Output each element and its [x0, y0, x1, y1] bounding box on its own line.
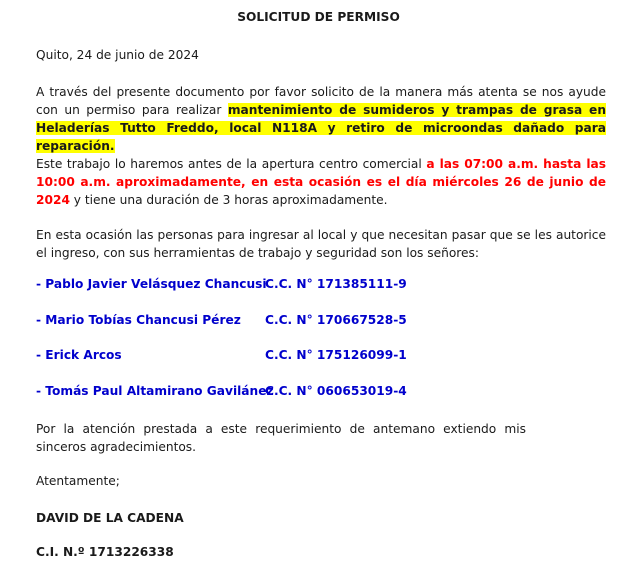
schedule-intro: Este trabajo lo haremos antes de la apertura centro comercial [36, 157, 427, 171]
request-highlight: mantenimiento de sumideros y trampas de grasa en Heladerías Tutto Freddo, local N118A y retiro de microondas dañado para reparación. [36, 103, 607, 153]
person-id: C.C. N° 171385111-9 [265, 277, 407, 291]
person-name: - Mario Tobías Chancusi Pérez [36, 313, 241, 327]
schedule-paragraph [36, 155, 606, 209]
closing-paragraph: Por la atención prestada a este requerimiento de antemano extiendo mis sinceros agradecimientos. [36, 422, 526, 454]
request-intro: A través del presente documento por favor solicito de la manera más atenta se nos ayude con un permiso para realizar [36, 85, 606, 117]
request-paragraph [36, 83, 606, 155]
schedule-time: a las 07:00 a.m. hasta las 10:00 a.m. aproximadamente, en esta ocasión es el día miércoles 26 de junio de 2024 [36, 157, 606, 207]
person-id: C.C. N° 170667528-5 [265, 313, 407, 327]
document-title: SOLICITUD DE PERMISO [237, 10, 400, 24]
person-id: C.C. N° 175126099-1 [265, 348, 407, 362]
person-id: C.C. N° 060653019-4 [265, 384, 407, 398]
person-name: - Pablo Javier Velásquez Chancusi [36, 277, 267, 291]
personnel-paragraph: En esta ocasión las personas para ingresar al local y que necesitan pasar que se les autorice el ingreso, con sus herramientas de trabajo y seguridad son los señores: [36, 228, 606, 260]
person-name: - Erick Arcos [36, 348, 122, 362]
signer-name: DAVID DE LA CADENA [36, 511, 184, 525]
regards-line: Atentamente; [36, 474, 120, 488]
signer-id: C.I. N.º 1713226338 [36, 545, 174, 559]
schedule-outro: y tiene una duración de 3 horas aproximadamente. [69, 193, 388, 207]
date-line: Quito, 24 de junio de 2024 [36, 48, 199, 62]
person-name: - Tomás Paul Altamirano Gavilánez [36, 384, 274, 398]
